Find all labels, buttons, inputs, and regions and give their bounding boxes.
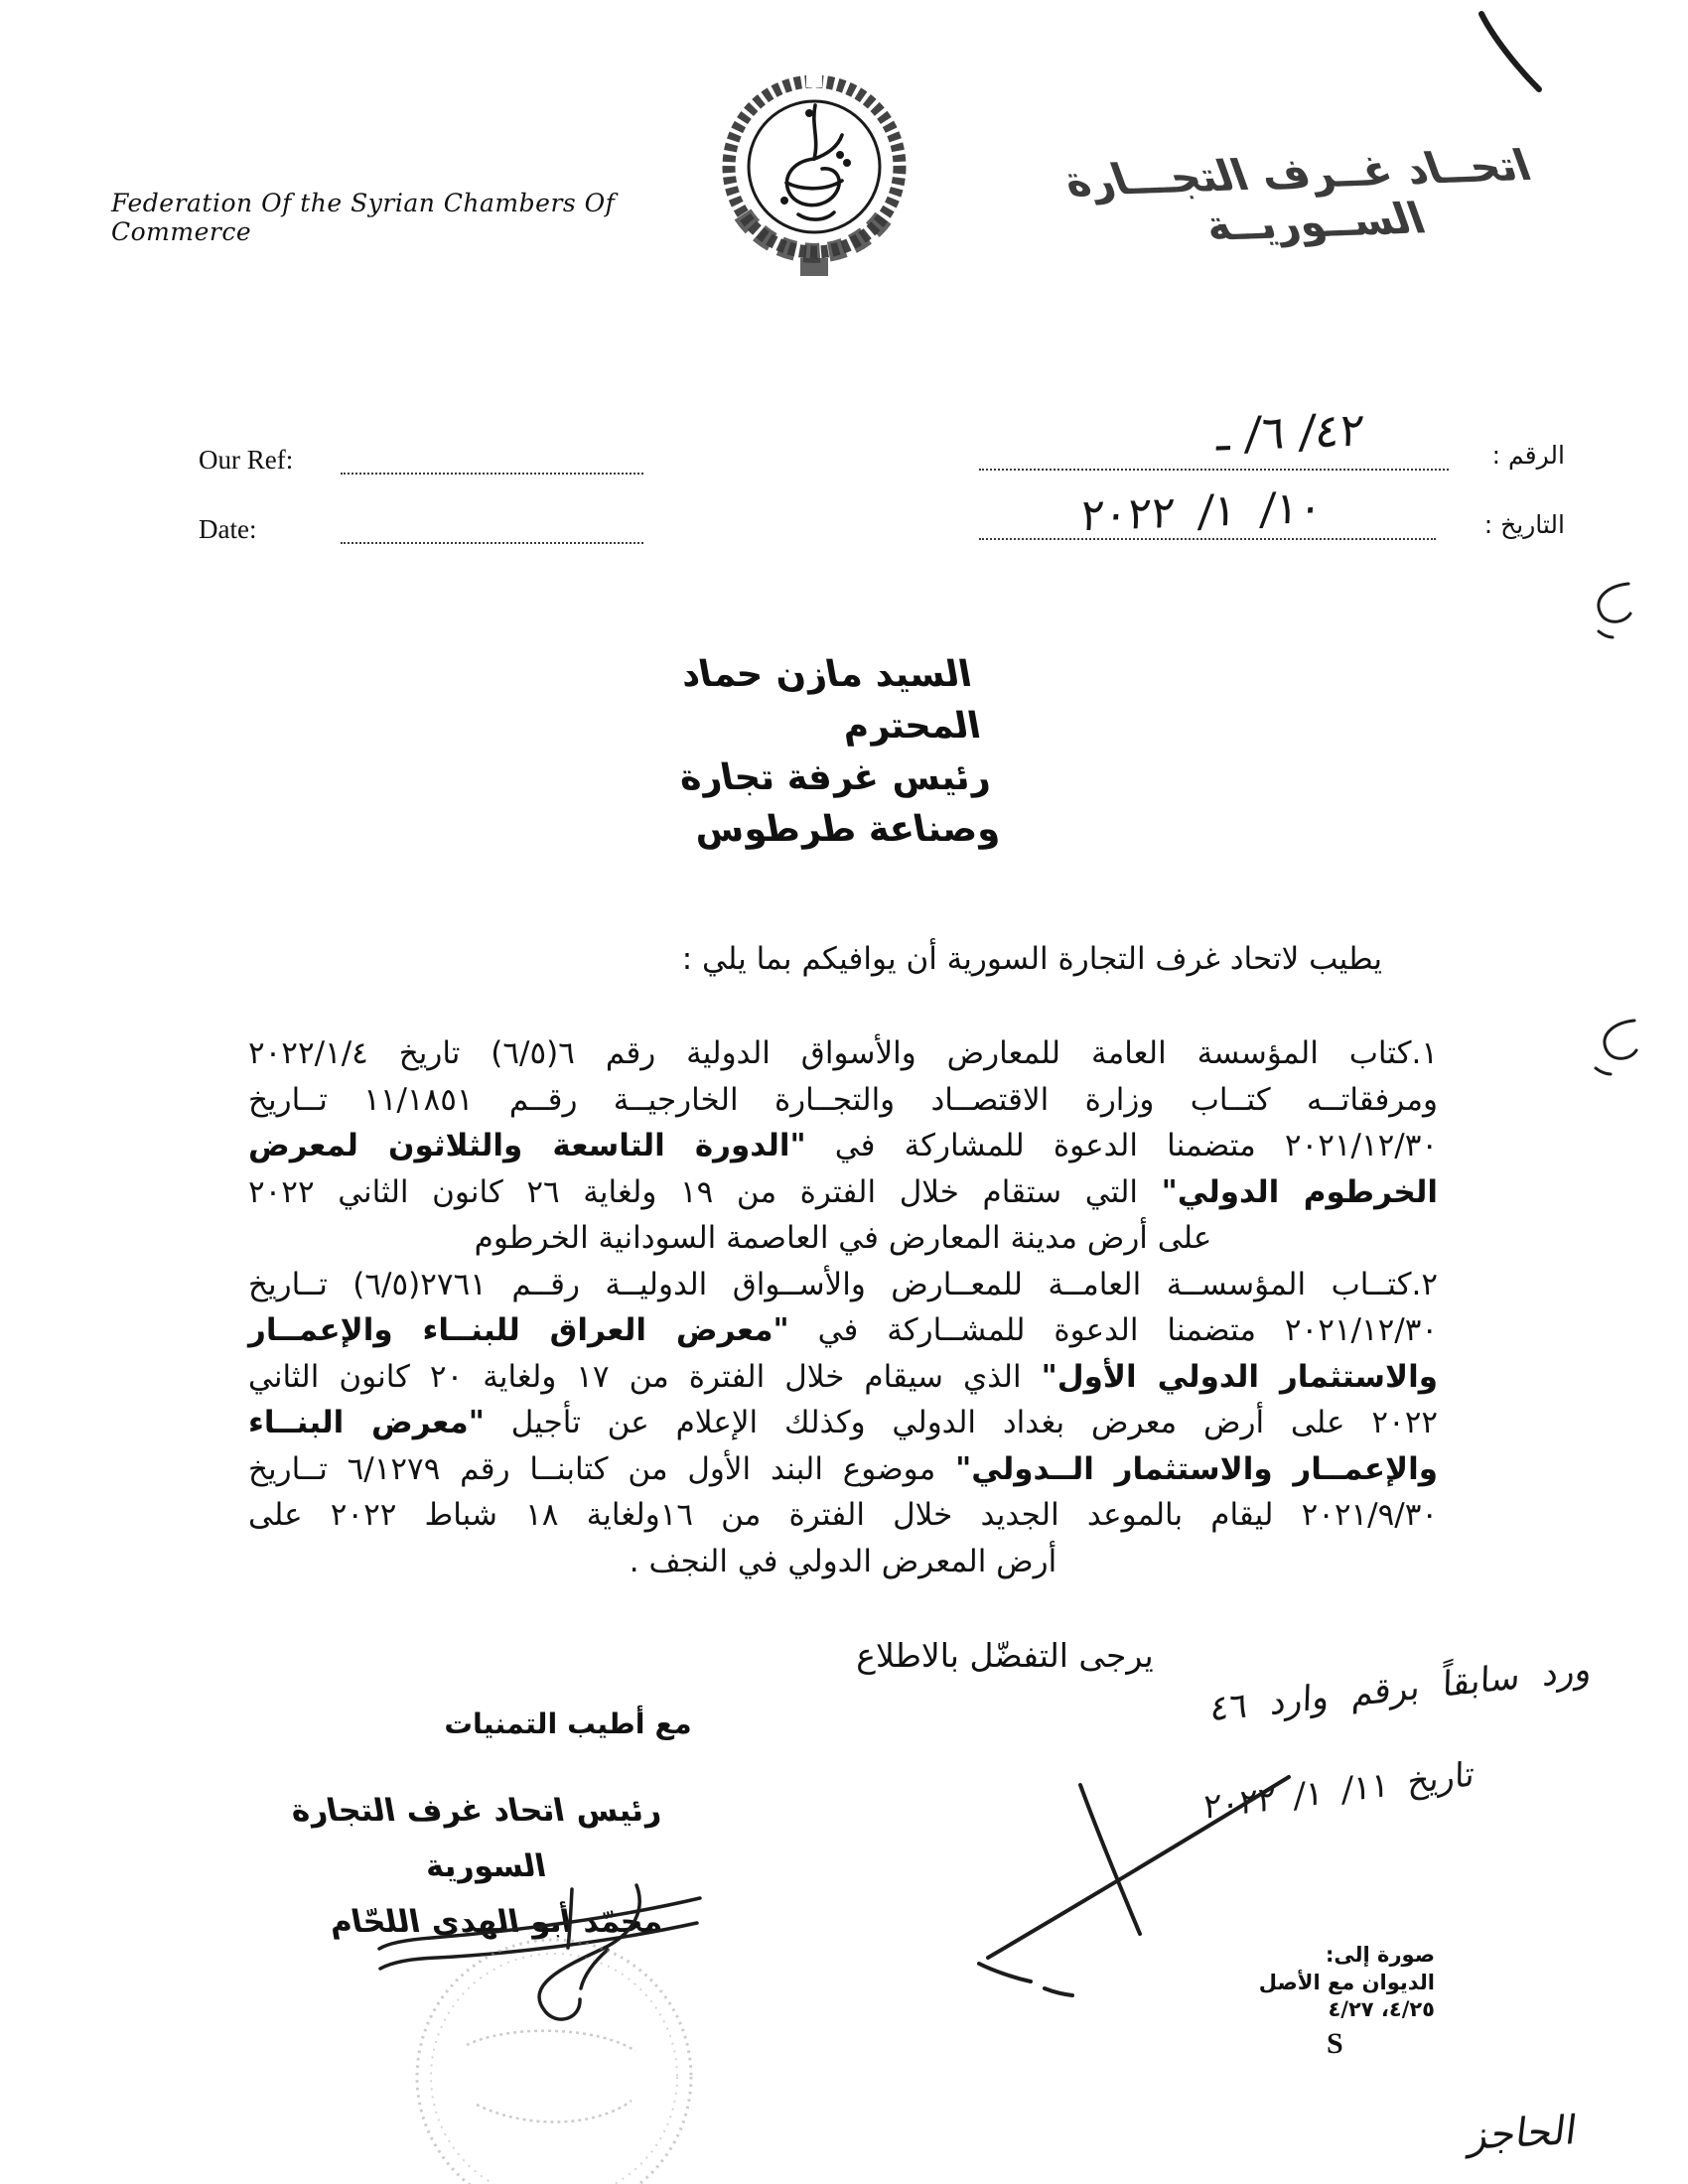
number-label-ar: الرقم : — [1491, 441, 1565, 470]
text-segment: ٢٠٢١/١٢/٣٠ متضمنا الدعوة للمشــاركة في — [788, 1312, 1438, 1348]
item-2-line-3 — [248, 1354, 1438, 1401]
copy-to-label: صورة إلى: — [1326, 1943, 1435, 1967]
org-logo-emblem — [715, 64, 914, 292]
item-2-line-1 — [248, 1262, 1438, 1308]
text-segment: موضوع البند الأول من كتابنــا رقم ٦/١٢٧٩ تــاريخ — [248, 1450, 956, 1487]
distribution-block — [1236, 1942, 1435, 2024]
body-items — [248, 1030, 1438, 1584]
copy-recipient: الديوان مع الأصل — [1258, 1970, 1435, 1994]
text-segment: الذي سيقام خلال الفترة من ١٧ ولغاية ٢٠ كانون الثاني — [248, 1358, 1042, 1395]
text-segment: ٢٠٢١/٩/٣٠ ليقام بالموعد الجديد خلال الفترة من ١٦ولغاية ١٨ شباط ٢٠٢٢ على — [248, 1497, 1439, 1533]
corner-pen-mark — [1481, 14, 1539, 89]
text-segment: ٢٠٢١/١٢/٣٠ متضمنا الدعوة للمشاركة في — [805, 1128, 1438, 1163]
item-1-line-4 — [248, 1169, 1438, 1216]
item-2-line-5 — [248, 1446, 1438, 1493]
addressee-name: السيد مازن حماد المحترم — [677, 654, 984, 747]
received-note-handwritten: ورد سابقاً برقم وارد ٤٦ — [1209, 1649, 1593, 1730]
text-segment: على أرض مدينة المعارض في العاصمة السودانية الخرطوم — [474, 1220, 1212, 1256]
bold-text-segment: "معرض العراق للبنــاء والإعمــار — [248, 1312, 789, 1348]
bottom-note-handwritten: الحاجز — [1467, 2107, 1580, 2159]
signature-block — [229, 1783, 742, 1950]
text-segment: ومرفقاتــه كتــاب وزارة الاقتصــاد والتجــارة الخارجيــة رقــم ١١/١٨٥١ تــاريخ — [248, 1081, 1438, 1118]
signature-name: محمّد أبو الهدى اللحّام — [326, 1904, 665, 1940]
item-1-line-3 — [248, 1123, 1438, 1169]
wreath-top-gap — [806, 66, 822, 87]
bold-text-segment: "الدورة التاسعة والثلاثون لمعرض — [248, 1128, 806, 1163]
round-stamp — [417, 1940, 691, 2184]
our-ref-label: Our Ref: — [199, 445, 294, 475]
bold-text-segment: الخرطوم الدولي" — [1161, 1173, 1438, 1210]
item-1-line-5 — [248, 1215, 1438, 1262]
item-2-line-2 — [248, 1307, 1438, 1354]
text-segment: أرض المعرض الدولي في النجف . — [629, 1543, 1057, 1579]
bold-text-segment: "معرض البنــاء — [248, 1405, 485, 1440]
reference-date-handwritten: ١٠/ ١/ ٢٠٢٢ — [1078, 481, 1325, 542]
item-2-line-6 — [248, 1492, 1438, 1539]
gear-tab — [800, 258, 828, 276]
item-2-line-4 — [248, 1400, 1438, 1446]
closing-wishes: مع أطيب التمنيات — [444, 1707, 692, 1740]
addressee-title: رئيس غرفة تجارة وصناعة طرطوس — [675, 757, 1003, 850]
margin-pen-mark-1 — [1599, 584, 1630, 637]
reference-number-handwritten: ٤٢/ ٦/ ـ — [1215, 402, 1366, 462]
text-segment: ١.كتاب المؤسسة العامة للمعارض والأسواق الدولية رقم ٦(٦/٥) تاريخ ٢٠٢٢/١/٤ — [248, 1035, 1439, 1071]
text-segment: ٢٠٢٢ على أرض معرض بغداد الدولي وكذلك الإعلام عن تأجيل — [484, 1405, 1438, 1440]
closing-request: يرجى التفضّل بالاطلاع — [856, 1636, 1154, 1675]
date-label-en: Date: — [199, 514, 257, 544]
signature-title: رئيس اتحاد غرف التجارة السورية — [287, 1793, 664, 1884]
date-dotted-line-en — [341, 516, 643, 544]
item-2-line-7 — [248, 1539, 1438, 1585]
our-ref-dotted-line — [341, 447, 643, 475]
text-segment: ٢.كتــاب المؤسســة العامــة للمعــارض والأســواق الدوليــة رقــم ٢٧٦١(٦/٥) تــاريخ — [248, 1266, 1438, 1302]
copy-codes: ٤/٢٥، ٤/٢٧ — [1328, 1997, 1435, 2021]
wreath-gear-calligraphy-emblem-icon — [715, 64, 914, 292]
text-segment: التي ستقام خلال الفترة من ١٩ ولغاية ٢٦ كانون الثاني ٢٠٢٢ — [248, 1173, 1162, 1210]
received-date-handwritten: تاريخ ١١/ ١/ ٢٠٢٢ — [1202, 1754, 1476, 1828]
org-name-arabic-calligraphy: اتحــاد غــرف التجـــارة الســوريــة — [1055, 140, 1538, 250]
addressee-block — [538, 649, 1004, 856]
item-1-line-2 — [248, 1077, 1438, 1124]
bold-text-segment: والاستثمار الدولي الأول" — [1041, 1358, 1438, 1395]
margin-pen-mark-2 — [1596, 1021, 1636, 1074]
item-1-line-1 — [248, 1030, 1438, 1077]
date-label-ar: التاريخ : — [1483, 510, 1565, 539]
org-name-english: Federation Of the Syrian Chambers Of Commerce — [111, 189, 616, 246]
intro-line: يطيب لاتحاد غرف التجارة السورية أن يوافيكم بما يلي : — [681, 941, 1382, 977]
bold-text-segment: والإعمــار والاستثمار الــدولي" — [955, 1450, 1438, 1487]
initial-mark: S — [1327, 2027, 1343, 2060]
